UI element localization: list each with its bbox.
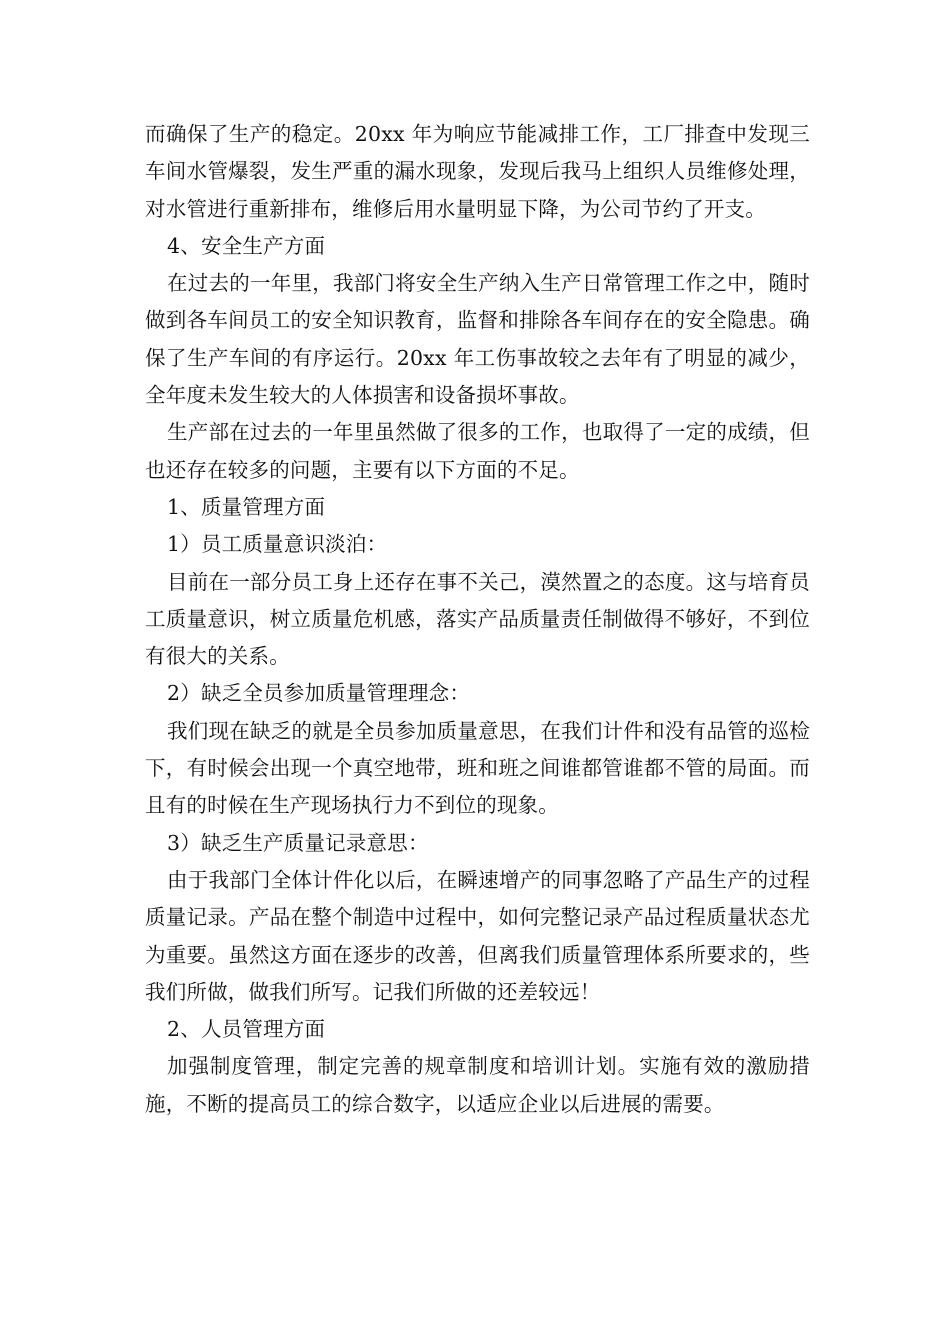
heading-quality-management: 1、质量管理方面: [167, 494, 326, 519]
paragraph-quality-records: 由于我部门全体计件化以后，在瞬速增产的同事忽略了产品生产的过程质量记录。产品在整个制造中过程中，如何完整记录产品过程质量状态尤为重要。虽然这方面在逐步的改善，但离我们质量管理体系所要求的，些我们所做，做我们所写。记我们所做的还差较远！: [145, 867, 810, 1004]
paragraph-summary: 生产部在过去的一年里虽然做了很多的工作，也取得了一定的成绩，但也还存在较多的问题，主要有以下方面的不足。: [145, 420, 810, 482]
subheading-quality-records: 3）缺乏生产质量记录意思：: [167, 830, 429, 855]
subheading-quality-awareness: 1）员工质量意识淡泊：: [167, 532, 388, 557]
paragraph-personnel-management: 加强制度管理，制定完善的规章制度和培训计划。实施有效的激励措施，不断的提高员工的综合数字，以适应企业以后进展的需要。: [145, 1054, 810, 1116]
subheading-full-participation: 2）缺乏全员参加质量管理理念：: [167, 681, 471, 706]
paragraph-intro: 而确保了生产的稳定。20xx 年为响应节能减排工作，工厂排查中发现三车间水管爆裂，发生严重的漏水现象，发现后我马上组织人员维修处理，对水管进行重新排布，维修后用水量明显下降，为公司节约了开支。: [145, 122, 810, 221]
heading-safety-production: 4、安全生产方面: [167, 233, 326, 258]
paragraph-safety-production: 在过去的一年里，我部门将安全生产纳入生产日常管理工作之中，随时做到各车间员工的安全知识教育，监督和排除各车间存在的安全隐患。确保了生产车间的有序运行。20xx 年工伤事故较之去年有了明显的减少，全年度未发生较大的人体损害和设备损坏事故。: [145, 271, 810, 408]
heading-personnel-management: 2、人员管理方面: [167, 1017, 326, 1042]
paragraph-full-participation: 我们现在缺乏的就是全员参加质量意思，在我们计件和没有品管的巡检下，有时候会出现一个真空地带，班和班之间谁都管谁都不管的局面。而且有的时候在生产现场执行力不到位的现象。: [145, 718, 810, 818]
document-body: [145, 116, 810, 1123]
paragraph-quality-awareness: 目前在一部分员工身上还存在事不关己，漠然置之的态度。这与培育员工质量意识，树立质量危机感，落实产品质量责任制做得不够好，不到位有很大的关系。: [145, 569, 810, 669]
